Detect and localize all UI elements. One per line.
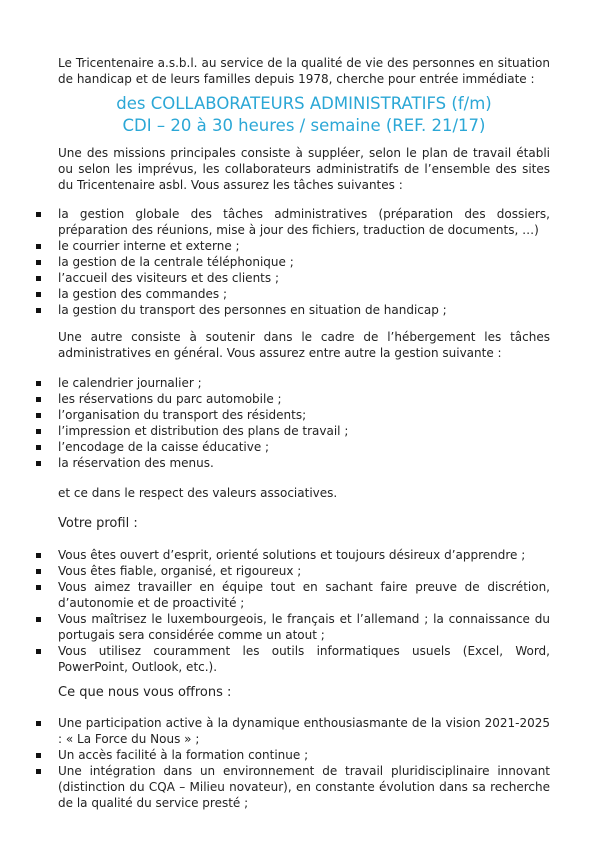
- hebergement-tasks-list: [58, 375, 550, 471]
- offer-title: Ce que nous vous offrons :: [58, 685, 232, 700]
- list-item: la réservation des menus.: [58, 455, 550, 471]
- list-item: Une participation active à la dynamique enthousiasmante de la vision 2021-2025 : « La Force du Nous » ;: [58, 716, 550, 746]
- list-item: les réservations du parc automobile ;: [58, 391, 550, 407]
- list-item: l’impression et distribution des plans de travail ;: [58, 423, 550, 439]
- list-item: le calendrier journalier ;: [58, 375, 550, 391]
- list-item: la gestion du transport des personnes en situation de handicap ;: [58, 302, 550, 318]
- list-item: Vous êtes fiable, organisé, et rigoureux ;: [58, 563, 550, 579]
- list-item: l’accueil des visiteurs et des clients ;: [58, 270, 550, 286]
- list-item: la gestion de la centrale téléphonique ;: [58, 254, 550, 270]
- list-item: la gestion des commandes ;: [58, 286, 550, 302]
- list-item: Une intégration dans un environnement de travail pluridisciplinaire innovant (distinction du CQA – Milieu novateur), en constante évolution dans sa recherche de la qualité du service presté ;: [58, 764, 550, 810]
- intro-paragraph: Le Tricentenaire a.s.b.l. au service de la qualité de vie des personnes en situation de handicap et de leurs familles depuis 1978, cherche pour entrée immédiate :: [58, 56, 550, 86]
- offer-list: [58, 715, 550, 811]
- job-title: des COLLABORATEURS ADMINISTRATIFS (f/m): [116, 94, 492, 113]
- list-item: Vous aimez travailler en équipe tout en sachant faire preuve de discrétion, d’autonomie et de proactivité ;: [58, 580, 550, 610]
- tasks-list: [58, 206, 550, 318]
- list-item: Vous maîtrisez le luxembourgeois, le français et l’allemand ; la connaissance du portugais sera considérée comme un atout ;: [58, 612, 550, 642]
- list-item: l’organisation du transport des résidents;: [58, 407, 550, 423]
- list-item: Vous êtes ouvert d’esprit, orienté solutions et toujours désireux d’apprendre ;: [58, 547, 550, 563]
- hebergement-intro-paragraph: Une autre consiste à soutenir dans le cadre de l’hébergement les tâches administratives en général. Vous assurez entre autre la gestion suivante :: [58, 330, 550, 360]
- list-item: Vous utilisez couramment les outils informatiques usuels (Excel, Word, PowerPoint, Outlook, etc.).: [58, 644, 550, 674]
- list-item: le courrier interne et externe ;: [58, 238, 550, 254]
- list-item: Un accès facilité à la formation continue ;: [58, 747, 550, 763]
- job-contract: CDI – 20 à 30 heures / semaine (REF. 21/17): [122, 116, 486, 135]
- values-note: et ce dans le respect des valeurs associatives.: [58, 486, 338, 500]
- list-item: la gestion globale des tâches administratives (préparation des dossiers, préparation des réunions, mise à jour des fichiers, traduction de documents, …): [58, 207, 550, 237]
- profile-title: Votre profil :: [58, 516, 138, 531]
- list-item: l’encodage de la caisse éducative ;: [58, 439, 550, 455]
- missions-intro-paragraph: Une des missions principales consiste à suppléer, selon le plan de travail établi ou selon les imprévus, les collaborateurs administratifs de l’ensemble des sites du Tricentenaire asbl. Vous assurez les tâches suivantes :: [58, 146, 550, 192]
- profile-list: [58, 547, 550, 675]
